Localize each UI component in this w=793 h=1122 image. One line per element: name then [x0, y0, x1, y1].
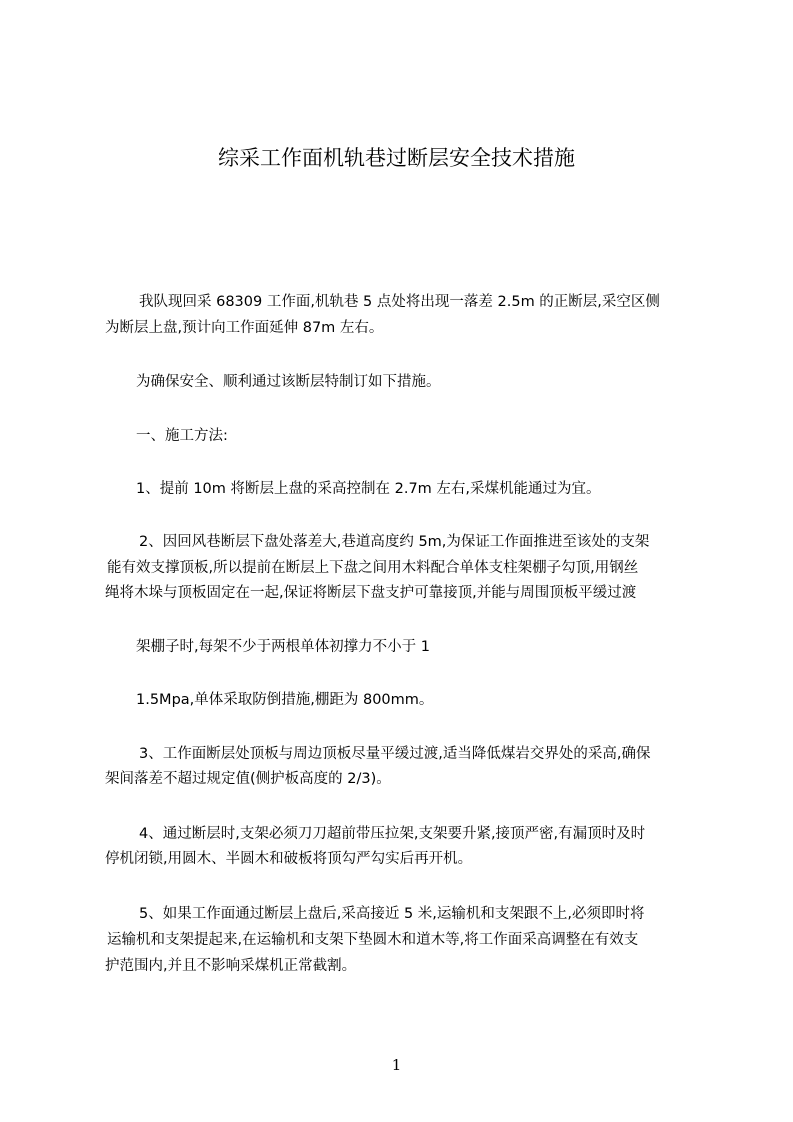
- paragraph-line: 2、因回风巷断层下盘处落差大,巷道高度约 5m,为保证工作面推进至该处的支架: [139, 534, 650, 550]
- paragraph-line: 能有效支撑顶板,所以提前在断层上下盘之间用木料配合单体支柱架棚子勾顶,用钢丝: [107, 560, 639, 576]
- paragraph-line: 架棚子时,每架不少于两根单体初撑力不小于 1: [136, 639, 430, 655]
- paragraph-line: 5、如果工作面通过断层上盘后,采高接近 5 米,运输机和支架跟不上,必须即时将: [139, 906, 645, 922]
- document-title: 综采工作面机轨巷过断层安全技术措施: [218, 146, 575, 170]
- paragraph-line: 1.5Mpa,单体采取防倒措施,棚距为 800mm。: [136, 692, 434, 708]
- paragraph-line: 为断层上盘,预计向工作面延伸 87m 左右。: [105, 320, 384, 336]
- paragraph-line: 4、通过断层时,支架必须刀刀超前带压拉架,支架要升紧,接顶严密,有漏顶时及时: [139, 826, 646, 842]
- paragraph-line: 架间落差不超过规定值(侧护板高度的 2/3)。: [105, 771, 391, 787]
- paragraph-line: 停机闭锁,用圆木、半圆木和破板将顶勾严勾实后再开机。: [105, 851, 473, 867]
- paragraph-line: 护范围内,并且不影响采煤机正常截割。: [105, 958, 357, 974]
- paragraph-line: 3、工作面断层处顶板与周边顶板尽量平缓过渡,适当降低煤岩交界处的采高,确保: [139, 746, 651, 762]
- paragraph-line: 运输机和支架提起来,在运输机和支架下垫圆木和道木等,将工作面采高调整在有效支: [107, 932, 639, 948]
- paragraph-line: 绳将木垛与顶板固定在一起,保证将断层下盘支护可靠接顶,并能与周围顶板平缓过渡: [105, 585, 637, 601]
- section-heading: 一、施工方法:: [136, 428, 228, 444]
- paragraph-line: 为确保安全、顺利通过该断层特制订如下措施。: [136, 374, 441, 390]
- page-number: 1: [391, 1056, 402, 1074]
- paragraph-line: 我队现回采 68309 工作面,机轨巷 5 点处将出现一落差 2.5m 的正断层,采空区侧: [139, 294, 660, 310]
- paragraph-line: 1、提前 10m 将断层上盘的采高控制在 2.7m 左右,采煤机能通过为宜。: [136, 481, 601, 497]
